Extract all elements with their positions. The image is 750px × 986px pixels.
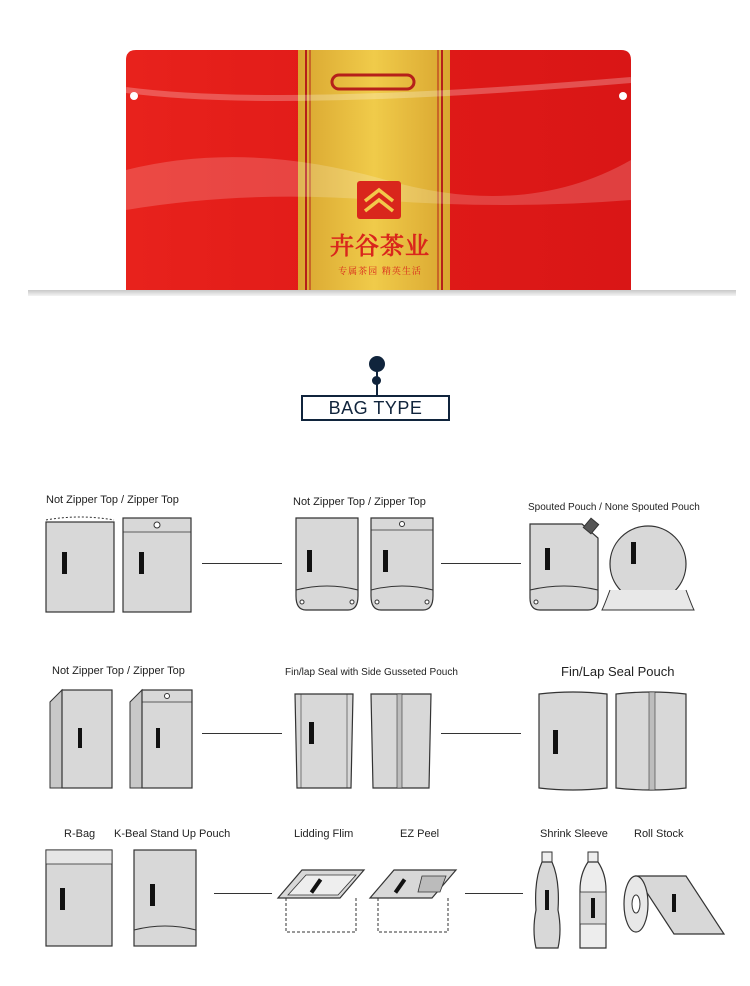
label-row1-group3: Spouted Pouch / None Spouted Pouch xyxy=(528,502,700,513)
ez-peel-tray-icon xyxy=(368,862,460,942)
label-row1-group2: Not Zipper Top / Zipper Top xyxy=(293,496,426,508)
label-shrink-sleeve: Shrink Sleeve xyxy=(540,828,608,840)
connector-line xyxy=(214,893,272,894)
label-lidding-film: Lidding Flim xyxy=(294,828,354,840)
bottle-icon xyxy=(576,850,610,950)
flat-pouch-zipper-icon xyxy=(122,516,192,614)
flat-pouch-no-zipper-icon xyxy=(44,516,116,614)
roll-stock-icon xyxy=(622,872,726,942)
label-row2-group2: Fin/lap Seal with Side Gusseted Pouch xyxy=(285,667,458,678)
label-ez-peel: EZ Peel xyxy=(400,828,440,840)
none-spouted-pouch-icon xyxy=(600,520,696,614)
fin-lap-seal-back-icon xyxy=(614,690,688,792)
connector-line xyxy=(465,893,523,894)
spouted-pouch-icon xyxy=(528,518,600,614)
stand-up-pouch-no-zipper-icon xyxy=(292,516,362,614)
side-gusset-bag-zipper-icon xyxy=(128,688,194,792)
title-pin-icon xyxy=(369,356,385,372)
label-row2-group1: Not Zipper Top / Zipper Top xyxy=(52,665,185,677)
fin-lap-seal-front-icon xyxy=(537,690,609,792)
section-title: BAG TYPE xyxy=(301,395,450,421)
label-r-bag: R-Bag xyxy=(64,828,96,840)
connector-line xyxy=(441,733,521,734)
label-row1-group1: Not Zipper Top / Zipper Top xyxy=(46,494,179,506)
r-bag-icon xyxy=(44,848,114,948)
brand-tagline: 专属茶园 精英生活 xyxy=(338,267,422,277)
shrink-sleeve-bottle-icon xyxy=(530,850,564,950)
fin-seal-gusset-front-icon xyxy=(289,692,359,790)
label-roll-stock: Roll Stock xyxy=(634,828,684,840)
photo-shadow xyxy=(28,290,736,296)
brand-name: 卉谷茶业 xyxy=(330,232,430,260)
k-seal-stand-up-pouch-icon xyxy=(132,848,198,948)
label-row2-group3: Fin/Lap Seal Pouch xyxy=(561,664,675,679)
fin-seal-gusset-back-icon xyxy=(367,692,435,790)
brand-logo-icon xyxy=(357,181,401,219)
label-k-seal-pouch: K-Beal Stand Up Pouch xyxy=(114,828,231,840)
side-gusset-bag-no-zipper-icon xyxy=(48,688,114,792)
connector-line xyxy=(202,563,282,564)
connector-line xyxy=(202,733,282,734)
connector-line xyxy=(441,563,521,564)
lidding-film-tray-icon xyxy=(276,862,366,942)
product-photo xyxy=(0,0,750,300)
stand-up-pouch-zipper-icon xyxy=(367,516,437,614)
